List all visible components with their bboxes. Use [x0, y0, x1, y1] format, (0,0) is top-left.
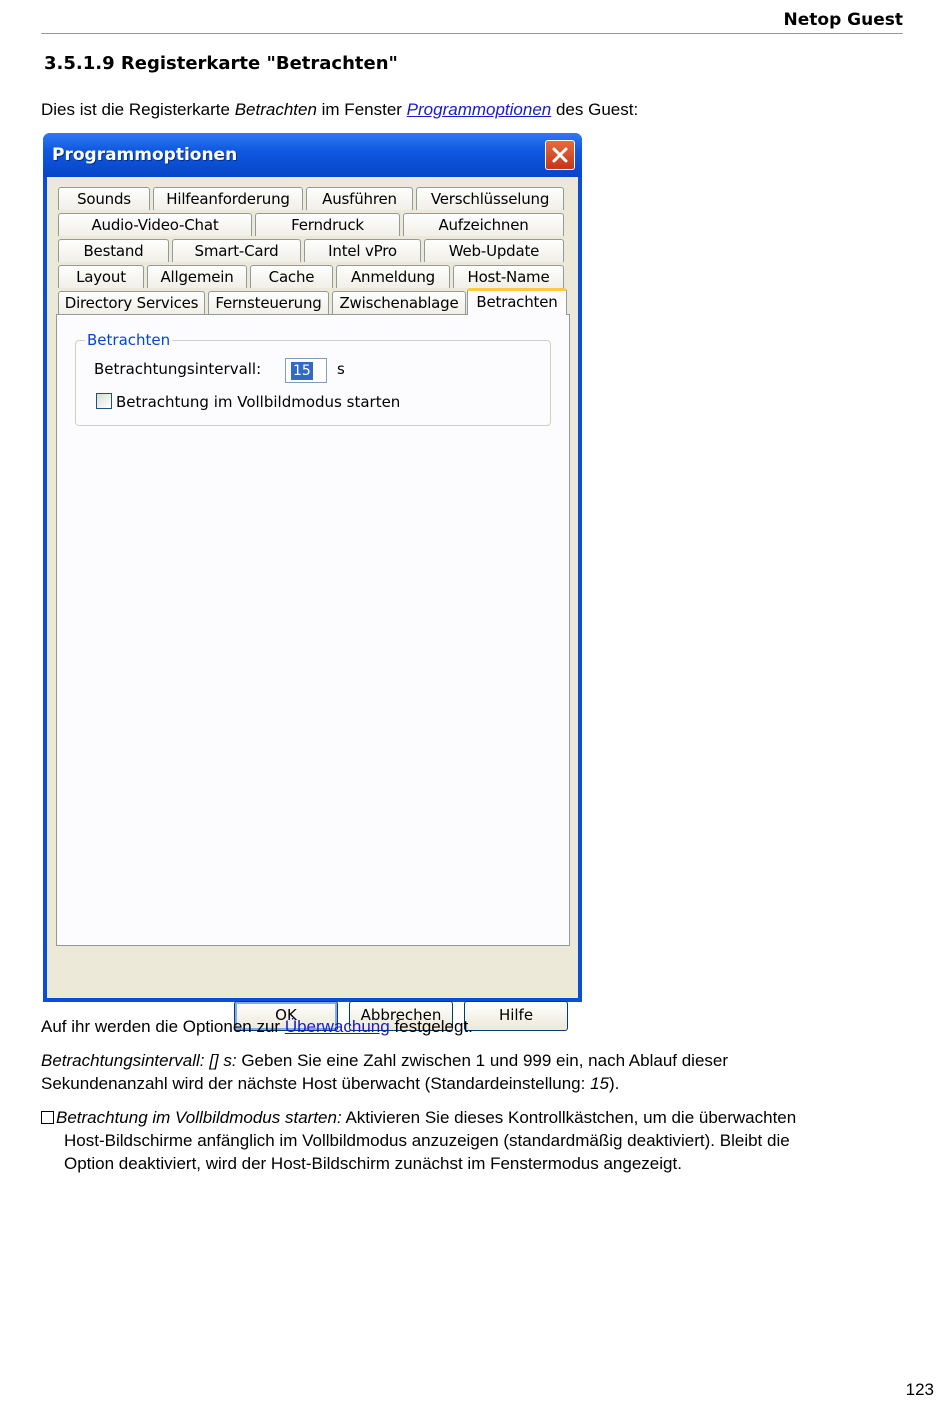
intro-emphasis: Betrachten — [234, 100, 317, 119]
tab-allgemein[interactable]: Allgemein — [147, 265, 247, 288]
help-button[interactable]: Hilfe — [464, 1001, 568, 1031]
tab-directory-services[interactable]: Directory Services — [58, 291, 205, 314]
page-header — [41, 8, 903, 34]
tab-betrachten[interactable]: Betrachten — [467, 288, 567, 315]
tab-host-name[interactable]: Host-Name — [453, 265, 564, 288]
fullscreen-label[interactable]: Betrachtung im Vollbildmodus starten — [116, 393, 401, 411]
tab-layout[interactable]: Layout — [58, 265, 144, 288]
paragraph-overview — [41, 1015, 473, 1038]
cancel-button[interactable]: Abbrechen — [349, 1001, 453, 1031]
tab-fernsteuerung[interactable]: Fernsteuerung — [208, 291, 329, 314]
tab-cache[interactable]: Cache — [250, 265, 333, 288]
intro-text-2: im Fenster — [316, 100, 407, 119]
ok-button[interactable]: OK — [234, 1001, 338, 1031]
tab-anmeldung[interactable]: Anmeldung — [336, 265, 450, 288]
tab-smart-card[interactable]: Smart-Card — [172, 239, 301, 262]
tab-aufzeichnen[interactable]: Aufzeichnen — [403, 213, 564, 236]
interval-input[interactable] — [285, 358, 327, 383]
tab-verschluesselung[interactable]: Verschlüsselung — [416, 187, 564, 210]
close-icon — [551, 146, 569, 164]
tab-intel-vpro[interactable]: Intel vPro — [304, 239, 421, 262]
fullscreen-term: Betrachtung im Vollbildmodus starten: — [56, 1108, 342, 1127]
interval-unit: s — [337, 360, 345, 378]
fullscreen-checkbox[interactable] — [96, 393, 112, 409]
interval-term: Betrachtungsintervall: [] s: — [41, 1051, 237, 1070]
para1-text-2: festgelegt. — [389, 1017, 473, 1036]
fullscreen-desc: Aktivieren Sie dieses Kontrollkästchen, um die überwachten — [341, 1108, 797, 1127]
dialog-client-area — [47, 177, 578, 1024]
groupbox-label: Betrachten — [87, 331, 171, 349]
dialog-title: Programmoptionen — [52, 145, 238, 165]
page-number: 123 — [905, 1380, 934, 1399]
fullscreen-desc-line2: Host-Bildschirme anfänglich im Vollbildmodus anzuzeigen (standardmäßig deaktiviert). Bleibt die — [64, 1131, 790, 1150]
checkbox-bullet-icon — [41, 1111, 54, 1124]
tab-ausfuehren[interactable]: Ausführen — [306, 187, 413, 210]
intro-text-3: des Guest: — [551, 100, 639, 119]
interval-label: Betrachtungsintervall: — [94, 360, 262, 378]
tab-sounds[interactable]: Sounds — [58, 187, 150, 210]
intro-paragraph — [41, 98, 638, 121]
interval-desc-end: ). — [608, 1074, 620, 1093]
para1-text-1: Auf ihr werden die Optionen zur — [41, 1017, 285, 1036]
close-button[interactable] — [545, 140, 575, 170]
header-title: Netop Guest — [783, 10, 903, 30]
paragraph-fullscreen — [41, 1106, 796, 1175]
dialog-title-bar[interactable] — [43, 133, 582, 177]
intro-text-1: Dies ist die Registerkarte — [41, 100, 235, 119]
tab-ferndruck[interactable]: Ferndruck — [255, 213, 400, 236]
section-title: 3.5.1.9 Registerkarte "Betrachten" — [44, 53, 398, 74]
tab-bestand[interactable]: Bestand — [58, 239, 169, 262]
tab-web-update[interactable]: Web-Update — [424, 239, 564, 262]
programmoptionen-link[interactable]: Programmoptionen — [406, 100, 552, 119]
betrachten-groupbox — [75, 331, 551, 426]
interval-value: 15 — [293, 363, 311, 379]
paragraph-interval — [41, 1049, 728, 1095]
ueberwachung-link[interactable]: Überwachung — [284, 1017, 390, 1036]
tab-zwischenablage[interactable]: Zwischenablage — [332, 291, 466, 314]
tab-panel-betrachten — [56, 314, 570, 946]
interval-desc: Geben Sie eine Zahl zwischen 1 und 999 ein, nach Ablauf dieser — [236, 1051, 729, 1070]
programmoptionen-dialog — [43, 133, 582, 1024]
tab-audio-video-chat[interactable]: Audio-Video-Chat — [58, 213, 252, 236]
interval-default: 15 — [590, 1074, 609, 1093]
tab-hilfeanforderung[interactable]: Hilfeanforderung — [153, 187, 303, 210]
interval-desc-line2: Sekundenanzahl wird der nächste Host überwacht (Standardeinstellung: — [41, 1074, 591, 1093]
fullscreen-desc-line3: Option deaktiviert, wird der Host-Bildschirm zunächst im Fenstermodus angezeigt. — [64, 1154, 682, 1173]
